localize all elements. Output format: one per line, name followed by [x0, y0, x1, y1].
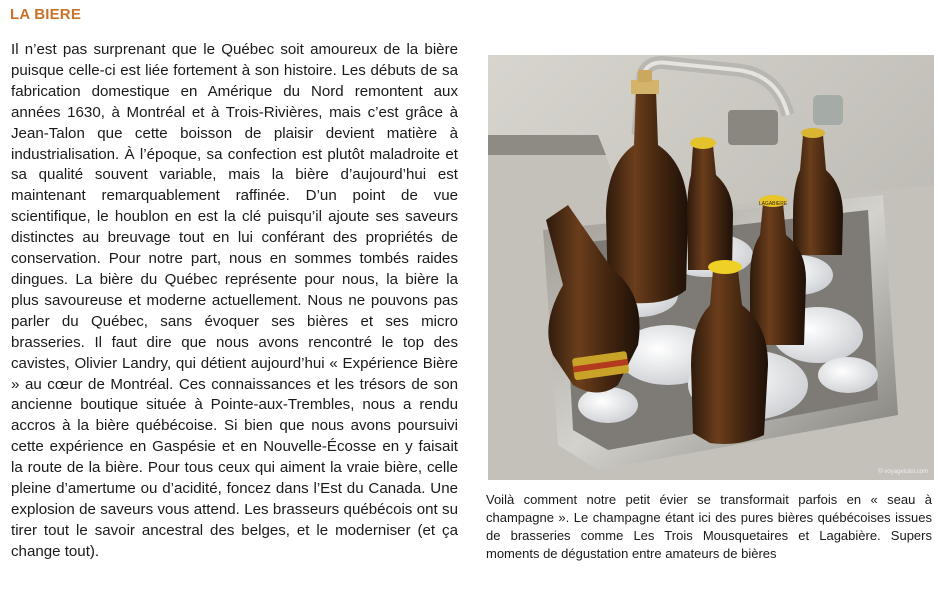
beer-sink-photo — [488, 55, 934, 480]
counter-edge — [488, 135, 606, 155]
cap-label: LAGABIERE — [758, 201, 788, 207]
article-body: Il n’est pas surprenant que le Québec soit amoureux de la bière puisque celle-ci est liée fortement à son histoire. Les débuts de sa fabrication domestique en Amérique du Nord remontent aux années 1630, à Montréal et à Trois-Rivières, mais c’est grâce à Jean-Talon que cette boisson de plaisir devient matière à industrialisation. À l’époque, sa confection est plutôt maladroite et sa qualité souvent variable, mais la bière d’aujourd’hui est maintenant remarquablement raffinée. D’un point de vue scientifique, le houblon en est la clé puisqu’il ajoute ses saveurs distinctes au breuvage tout en lui conférant des propriétés de conservation. Pour notre part, nous en sommes tombés raides dingues. La bière du Québec représente pour nous, la bière la plus savoureuse et moderne actuellement. Nous ne pouvons pas parler du Québec, sans évoquer ses bières et ses micro brasseries. Il faut dire que nous avons rencontré le top des cavistes, Olivier Landry, qui détient aujourd’hui « Expérience Bière » au cœur de Montréal. Ces connaissances et les trésors de son ancienne boutique située à Pointe-aux-Trembles, nous a rendu accros à la bière québécoise. Si bien que nous avons poursuivi cette expérience en Gaspésie et en Nouvelle-Écosse en y faisait la route de la bière. Pour tous ceux qui aiment la vraie bière, celle pleine d’amertume ou d’acidité, foncez dans l’Est du Canada. Une explosion de saveurs vous attend. Les brasseurs québécois ont su tirer tout le savoir ancestral des belges, et le moderniser (et ça change tout). — [11, 41, 458, 560]
section-title: LA BIERE — [10, 6, 82, 23]
photo-caption: Voilà comment notre petit évier se transformait parfois en « seau à champagne ». Le champagne étant ici des pures bières québécoises issues de brasseries comme Les Trois Mousquetaires et Lagabière. Supers moments de dégustation entre amateurs de bières — [486, 492, 932, 561]
photo-credit: © voyagetutoi.com — [878, 469, 928, 475]
